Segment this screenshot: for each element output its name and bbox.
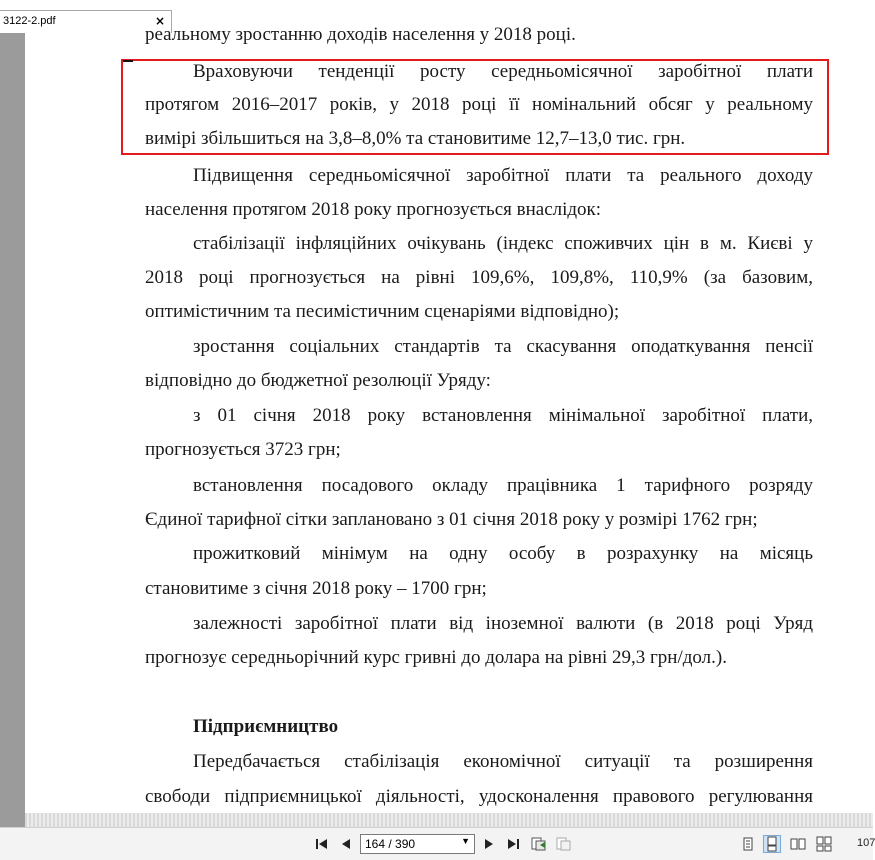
section-heading: Підприємництво xyxy=(193,716,339,737)
document-viewer xyxy=(0,24,873,827)
zoom-level[interactable]: 107 xyxy=(857,837,875,849)
text-line: населення протягом 2018 року прогнозується внаслідок: xyxy=(145,199,602,220)
tab-title: 3122-2.pdf xyxy=(3,15,56,27)
text-line: реальному зростанню доходів населення у 2018 році. xyxy=(145,24,576,45)
text-line: прожитковий мінімум на одну особу в розрахунку на місяць xyxy=(193,543,813,564)
tab-close-icon[interactable]: × xyxy=(155,14,166,28)
page-separator xyxy=(25,813,873,827)
next-page-icon[interactable] xyxy=(481,836,497,852)
back-view-icon[interactable] xyxy=(531,836,547,852)
text-cursor-marker xyxy=(123,60,133,62)
page-number-value: 164 / 390 xyxy=(365,837,416,851)
text-line: прогнозує середньорічний курс гривні до долара на рівні 29,3 грн/дол.). xyxy=(145,647,727,668)
text-line: 2018 році прогнозується на рівні 109,6%, 109,8%, 110,9% (за базовим, xyxy=(145,267,813,288)
continuous-view-icon[interactable] xyxy=(763,835,781,853)
forward-view-icon[interactable] xyxy=(556,836,572,852)
text-line: протягом 2016–2017 років, у 2018 році її номінальний обсяг у реальному xyxy=(145,94,813,115)
previous-page-icon[interactable] xyxy=(338,836,354,852)
text-line: залежності заробітної плати від іноземної валюти (в 2018 році Уряд xyxy=(193,613,813,634)
text-line: вимірі збільшиться на 3,8–8,0% та становитиме 12,7–13,0 тис. грн. xyxy=(145,128,686,149)
single-page-view-icon[interactable] xyxy=(739,835,757,853)
facing-view-icon[interactable] xyxy=(789,835,807,853)
text-line: свободи підприємницької діяльності, удосконалення правового регулювання xyxy=(145,786,813,807)
text-line: з 01 січня 2018 року встановлення мінімальної заробітної плати, xyxy=(193,405,813,426)
text-line: Враховуючи тенденції росту середньомісячної заробітної плати xyxy=(193,61,813,82)
chevron-down-icon: ▼ xyxy=(461,836,470,846)
pdf-page xyxy=(25,24,873,813)
text-line: стабілізації інфляційних очікувань (індекс споживчих цін в м. Києві у xyxy=(193,233,813,254)
text-line: встановлення посадового окладу працівника 1 тарифного розряду xyxy=(193,475,813,496)
text-line: прогнозується 3723 грн; xyxy=(145,439,341,460)
last-page-icon[interactable] xyxy=(505,836,521,852)
text-line: оптимістичним та песимістичним сценаріями відповідно); xyxy=(145,301,620,322)
navigation-toolbar xyxy=(0,827,873,860)
text-line: Передбачається стабілізація економічної ситуації та розширення xyxy=(193,751,813,772)
left-gutter xyxy=(0,33,25,827)
highlight-box xyxy=(121,59,829,155)
continuous-facing-view-icon[interactable] xyxy=(815,835,833,853)
text-line: зростання соціальних стандартів та скасування оподаткування пенсії xyxy=(193,336,813,357)
page-number-select[interactable] xyxy=(360,834,475,854)
text-line: відповідно до бюджетної резолюції Уряду: xyxy=(145,370,491,391)
first-page-icon[interactable] xyxy=(314,836,330,852)
text-line: становитиме з січня 2018 року – 1700 грн; xyxy=(145,578,487,599)
text-line: Підвищення середньомісячної заробітної плати та реального доходу xyxy=(193,165,813,186)
text-line: Єдиної тарифної сітки заплановано з 01 січня 2018 року у розмірі 1762 грн; xyxy=(145,509,758,530)
